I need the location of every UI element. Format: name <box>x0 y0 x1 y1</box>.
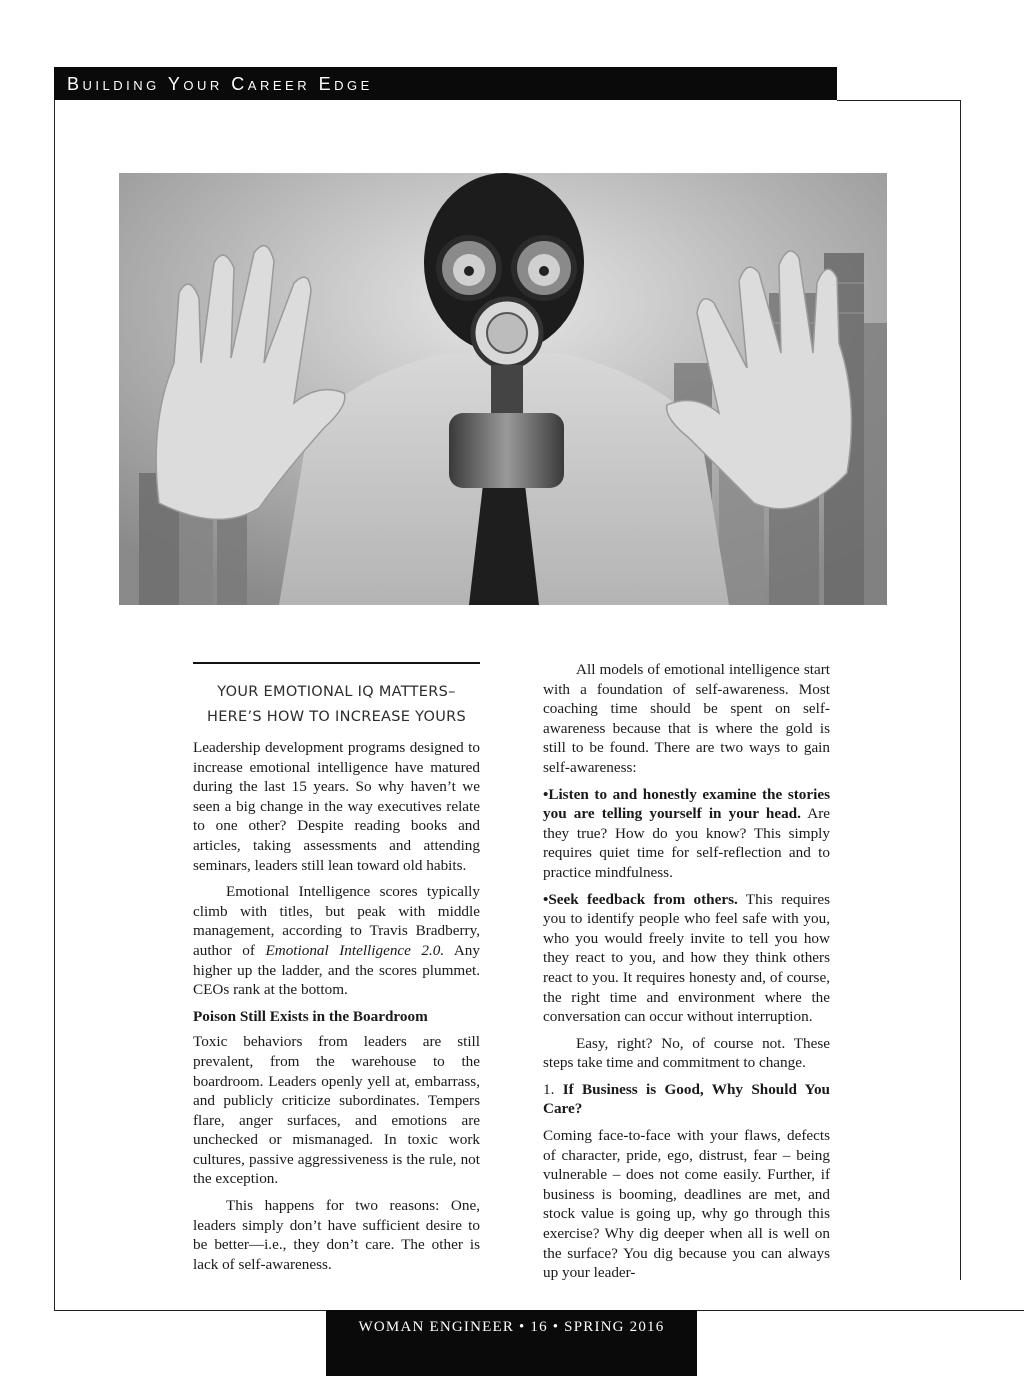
headline-line-1: YOUR EMOTIONAL IQ MATTERS– <box>217 684 456 700</box>
section-header-title: Building Your Career Edge <box>67 74 373 94</box>
headline-rule <box>193 662 480 664</box>
paragraph: Leadership development programs designed to increase emotional intelligence have matured during the last 15 years. So why haven’t we seen a big change in the way executives relate to one other? Despite reading books and articles, taking assessments and attending seminars, leaders still lean toward old habits. <box>193 739 480 874</box>
paragraph: Toxic behaviors from leaders are still prevalent, from the warehouse to the boardroom. Leaders openly yell at, embarrass, and publicly criticize subordinates. Tempers flare, anger surfaces, and emotions are unchecked or mismanaged. In toxic work cultures, passive aggressiveness is the rule, not the exception. <box>193 1033 480 1188</box>
article-photo-gas-mask-man <box>119 173 887 605</box>
paragraph: All models of emotional intelligence start with a foundation of self-awareness. Most coaching time should be spent on self-awareness because that is where the gold is still to be found. There are two ways to gain self-awareness: <box>543 661 830 776</box>
frame-line-top <box>837 100 961 101</box>
paragraph: Emotional Intelligence scores typically climb with titles, but peak with middle management, according to Travis Bradberry, author of Emotional Intelligence 2.0. Any higher up the ladder, and the scores plummet. CEOs rank at the bottom. <box>193 883 480 999</box>
numbered-subhead: 1. If Business is Good, Why Should You Care? <box>543 1080 831 1118</box>
section-subhead: Poison Still Exists in the Boardroom <box>193 1007 428 1025</box>
headline-line-2: HERE’S HOW TO INCREASE YOURS <box>206 709 466 725</box>
bullet-item: •Seek feedback from others. This requires you to identify people who feel safe with you, who you would freely invite to tell you how they react to you, and how they think others react to you. It requires honesty and, of course, the right time and environment where the conversation can occur without interruption. <box>543 890 830 1026</box>
frame-line-right <box>960 100 961 1280</box>
paragraph: This happens for two reasons: One, leaders simply don’t have sufficient desire to be better—i.e., they don’t care. The other is lack of self-awareness. <box>193 1197 480 1273</box>
bullet-item: •Listen to and honestly examine the stories you are telling yourself in your head. Are they true? How do you know? This simply requires quiet time for self-reflection and to practice mindfulness. <box>543 785 830 881</box>
book-title: Emotional Intelligence 2.0. <box>265 941 445 959</box>
frame-line-left <box>54 100 55 1311</box>
paragraph: Coming face-to-face with your flaws, defects of character, pride, ego, distrust, fear – being vulnerable – does not come easily. Further, if business is booming, deadlines are met, and stock value is going up, why go through this exercise? Why dig deeper when all is well on the surface? You dig because you can always up your leader- <box>543 1127 830 1282</box>
page-footer-text: WOMAN ENGINEER • 16 • SPRING 2016 <box>358 1319 665 1335</box>
page-footer-bar <box>326 1310 697 1376</box>
section-header-bar <box>54 67 837 100</box>
article-headline <box>193 680 480 730</box>
paragraph: Easy, right? No, of course not. These steps take time and commitment to change. <box>543 1034 830 1072</box>
article-column-left <box>193 660 480 1281</box>
article-column-right <box>543 660 830 1290</box>
